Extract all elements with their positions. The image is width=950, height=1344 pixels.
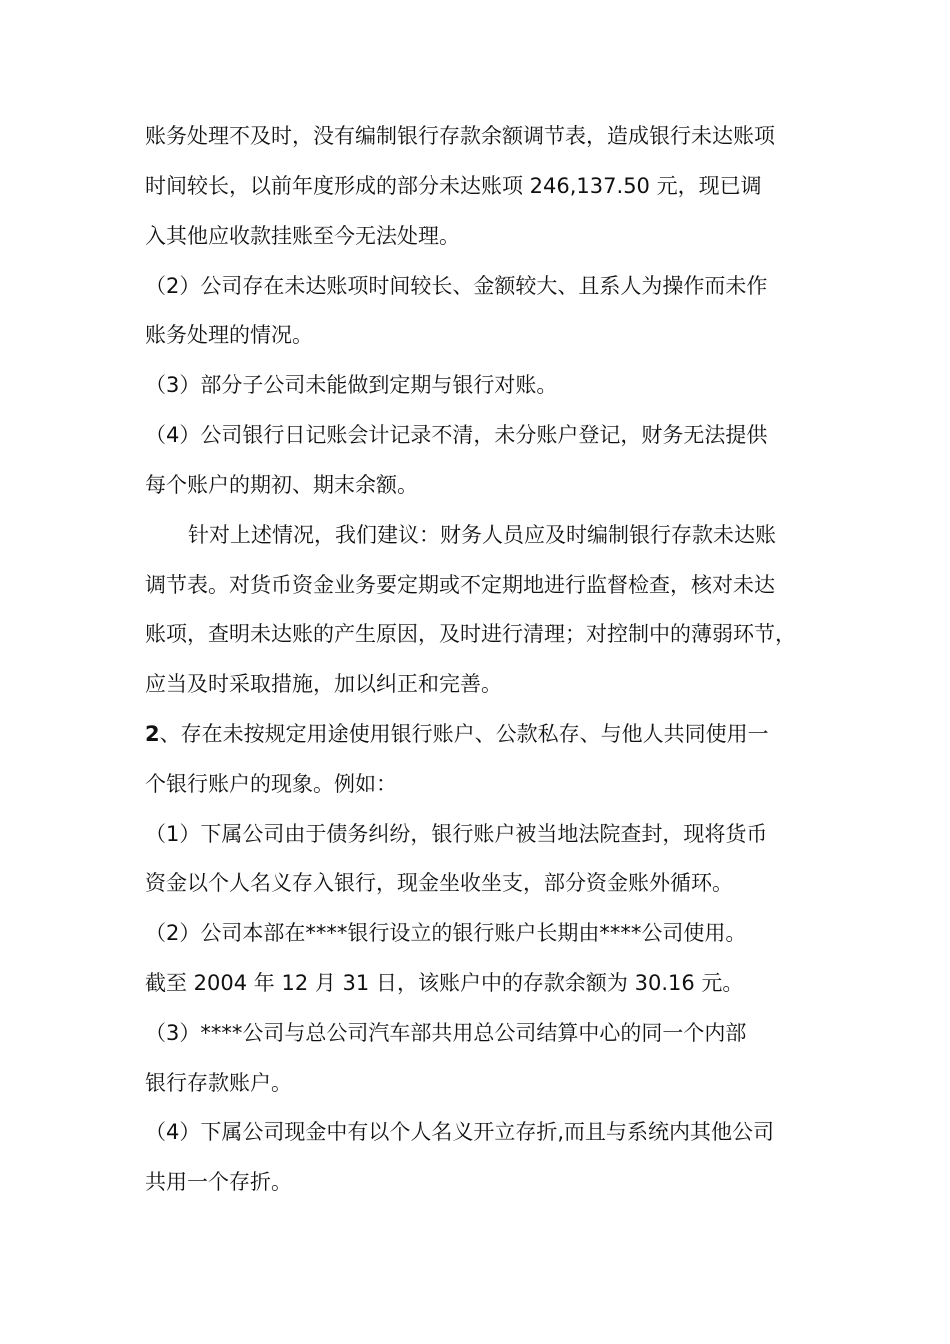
text-line: 针对上述情况，我们建议：财务人员应及时编制银行存款未达账 [188,523,776,547]
text-line: 时间较长，以前年度形成的部分未达账项 246,137.50 元，现已调 [145,174,762,198]
text-line: 个银行账户的现象。例如： [145,772,397,796]
text-line: （2）公司本部在****银行设立的银行账户长期由****公司使用。 [145,921,747,945]
text-line: （3）****公司与总公司汽车部共用总公司结算中心的同一个内部 [145,1021,747,1045]
text-line: 应当及时采取措施，加以纠正和完善。 [145,672,502,696]
text-line: 共用一个存折。 [145,1170,292,1194]
text-line: 截至 2004 年 12 月 31 日，该账户中的存款余额为 30.16 元。 [145,971,744,995]
section-heading-line [145,717,769,751]
text-line: 资金以个人名义存入银行，现金坐收坐支，部分资金账外循环。 [145,871,733,895]
section-number: 2 [145,722,160,746]
text-line: 账务处理的情况。 [145,323,313,347]
text-line: 每个账户的期初、期末余额。 [145,473,418,497]
section-heading-text: 、存在未按规定用途使用银行账户、公款私存、与他人共同使用一 [159,722,769,746]
text-line: （1）下属公司由于债务纠纷，银行账户被当地法院查封，现将货币 [145,822,768,846]
text-line: （4）公司银行日记账会计记录不清，未分账户登记，财务无法提供 [145,423,768,447]
text-line: （2）公司存在未达账项时间较长、金额较大、且系人为操作而未作 [145,274,768,298]
text-line: 调节表。对货币资金业务要定期或不定期地进行监督检查，核对未达 [145,573,775,597]
text-line: 账项，查明未达账的产生原因，及时进行清理；对控制中的薄弱环节， [145,622,796,646]
text-line: 账务处理不及时，没有编制银行存款余额调节表，造成银行未达账项 [145,124,775,148]
text-line: （3）部分子公司未能做到定期与银行对账。 [145,373,558,397]
text-line: （4）下属公司现金中有以个人名义开立存折,而且与系统内其他公司 [145,1120,775,1144]
text-line: 银行存款账户。 [145,1071,292,1095]
text-line: 入其他应收款挂账至今无法处理。 [145,224,460,248]
